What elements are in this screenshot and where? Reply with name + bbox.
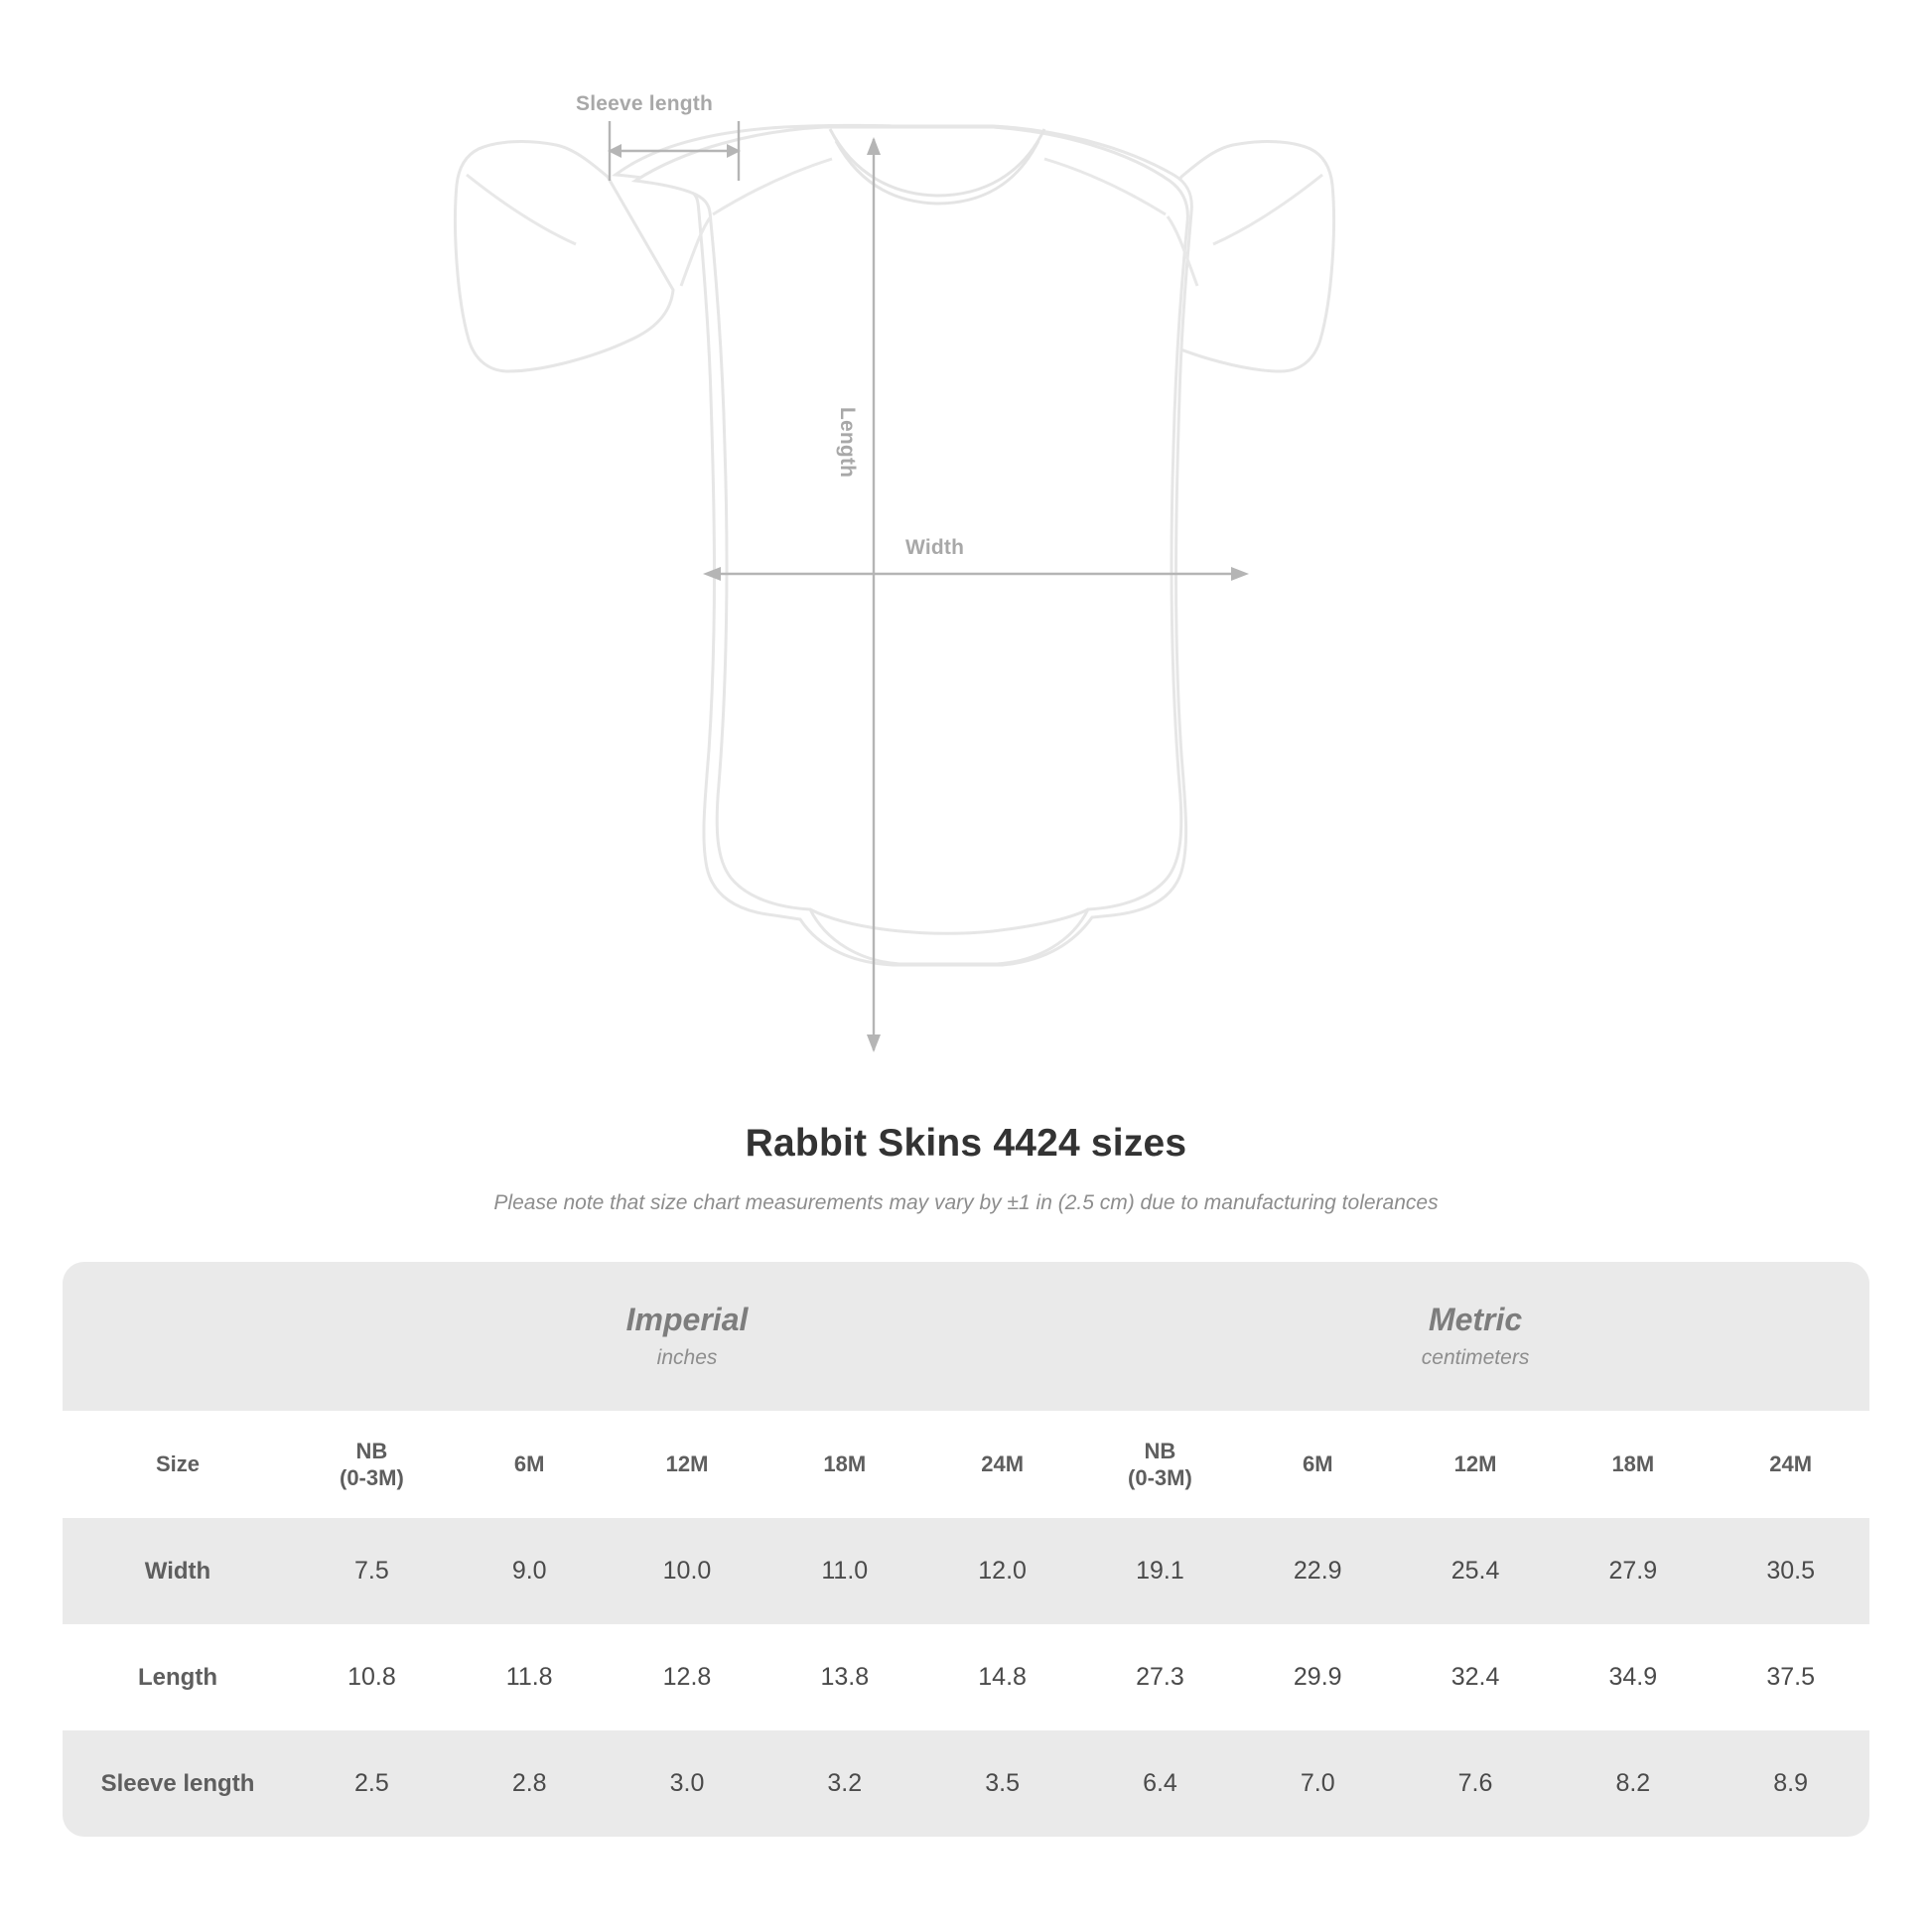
title-block xyxy=(0,1122,1932,1215)
header-col-3 xyxy=(765,1411,923,1518)
cell-width-7: 25.4 xyxy=(1397,1518,1555,1624)
header-col-6 xyxy=(1239,1411,1397,1518)
row-label-length: Length xyxy=(63,1624,293,1730)
header-col-4-line1: 24M xyxy=(981,1451,1025,1477)
cell-length-4: 14.8 xyxy=(923,1624,1081,1730)
header-col-2-line1: 12M xyxy=(665,1451,709,1477)
unit-group-metric xyxy=(1081,1262,1869,1411)
header-col-9-line1: 24M xyxy=(1769,1451,1813,1477)
length-dimension-label: Length xyxy=(836,407,859,479)
unit-group-imperial-sub: inches xyxy=(656,1345,718,1369)
header-col-2 xyxy=(609,1411,766,1518)
header-col-5-line2: (0-3M) xyxy=(1128,1465,1192,1490)
unit-group-row xyxy=(63,1262,1869,1411)
cell-width-6: 22.9 xyxy=(1239,1518,1397,1624)
size-table-container xyxy=(63,1262,1869,1837)
cell-width-9: 30.5 xyxy=(1712,1518,1869,1624)
cell-sleeve-8: 8.2 xyxy=(1554,1730,1712,1837)
cell-sleeve-9: 8.9 xyxy=(1712,1730,1869,1837)
header-col-9 xyxy=(1712,1411,1869,1518)
table-row xyxy=(63,1624,1869,1730)
cell-length-7: 32.4 xyxy=(1397,1624,1555,1730)
header-col-4 xyxy=(923,1411,1081,1518)
cell-length-0: 10.8 xyxy=(293,1624,451,1730)
cell-width-1: 9.0 xyxy=(451,1518,609,1624)
header-col-0-line1: NB xyxy=(355,1438,388,1463)
cell-length-2: 12.8 xyxy=(609,1624,766,1730)
cell-sleeve-0: 2.5 xyxy=(293,1730,451,1837)
header-col-1-line1: 6M xyxy=(513,1451,545,1477)
cell-length-1: 11.8 xyxy=(451,1624,609,1730)
unit-group-imperial xyxy=(293,1262,1081,1411)
cell-length-8: 34.9 xyxy=(1554,1624,1712,1730)
header-col-1 xyxy=(451,1411,609,1518)
header-col-0-line2: (0-3M) xyxy=(340,1465,404,1490)
header-col-5 xyxy=(1081,1411,1239,1518)
cell-width-4: 12.0 xyxy=(923,1518,1081,1624)
row-label-sleeve-length: Sleeve length xyxy=(63,1730,293,1837)
page-title: Rabbit Skins 4424 sizes xyxy=(745,1122,1187,1165)
cell-width-8: 27.9 xyxy=(1554,1518,1712,1624)
cell-sleeve-5: 6.4 xyxy=(1081,1730,1239,1837)
width-dimension-label: Width xyxy=(905,536,965,559)
cell-length-5: 27.3 xyxy=(1081,1624,1239,1730)
tolerance-note: Please note that size chart measurements may vary by ±1 in (2.5 cm) due to manufacturing tolerances xyxy=(493,1191,1439,1214)
unit-group-imperial-name: Imperial xyxy=(625,1302,749,1338)
column-header-row xyxy=(63,1411,1869,1518)
unit-group-metric-name: Metric xyxy=(1428,1302,1523,1338)
cell-sleeve-2: 3.0 xyxy=(609,1730,766,1837)
header-col-8 xyxy=(1554,1411,1712,1518)
cell-length-9: 37.5 xyxy=(1712,1624,1869,1730)
cell-width-5: 19.1 xyxy=(1081,1518,1239,1624)
sleeve-length-dimension-label: Sleeve length xyxy=(576,92,713,115)
cell-length-3: 13.8 xyxy=(765,1624,923,1730)
header-col-6-line1: 6M xyxy=(1302,1451,1333,1477)
table-row xyxy=(63,1730,1869,1837)
cell-sleeve-3: 3.2 xyxy=(765,1730,923,1837)
cell-sleeve-6: 7.0 xyxy=(1239,1730,1397,1837)
table-row xyxy=(63,1518,1869,1624)
header-col-0 xyxy=(293,1411,451,1518)
header-col-7-line1: 12M xyxy=(1453,1451,1497,1477)
header-col-8-line1: 18M xyxy=(1611,1451,1655,1477)
cell-width-3: 11.0 xyxy=(765,1518,923,1624)
cell-sleeve-7: 7.6 xyxy=(1397,1730,1555,1837)
header-size-label: Size xyxy=(63,1411,293,1518)
header-col-3-line1: 18M xyxy=(823,1451,867,1477)
header-col-5-line1: NB xyxy=(1144,1438,1176,1463)
row-label-width: Width xyxy=(63,1518,293,1624)
cell-sleeve-4: 3.5 xyxy=(923,1730,1081,1837)
cell-width-2: 10.0 xyxy=(609,1518,766,1624)
unit-group-spacer xyxy=(63,1262,293,1411)
header-col-7 xyxy=(1397,1411,1555,1518)
cell-length-6: 29.9 xyxy=(1239,1624,1397,1730)
cell-sleeve-1: 2.8 xyxy=(451,1730,609,1837)
cell-width-0: 7.5 xyxy=(293,1518,451,1624)
unit-group-metric-sub: centimeters xyxy=(1421,1345,1530,1369)
size-table xyxy=(63,1262,1869,1837)
